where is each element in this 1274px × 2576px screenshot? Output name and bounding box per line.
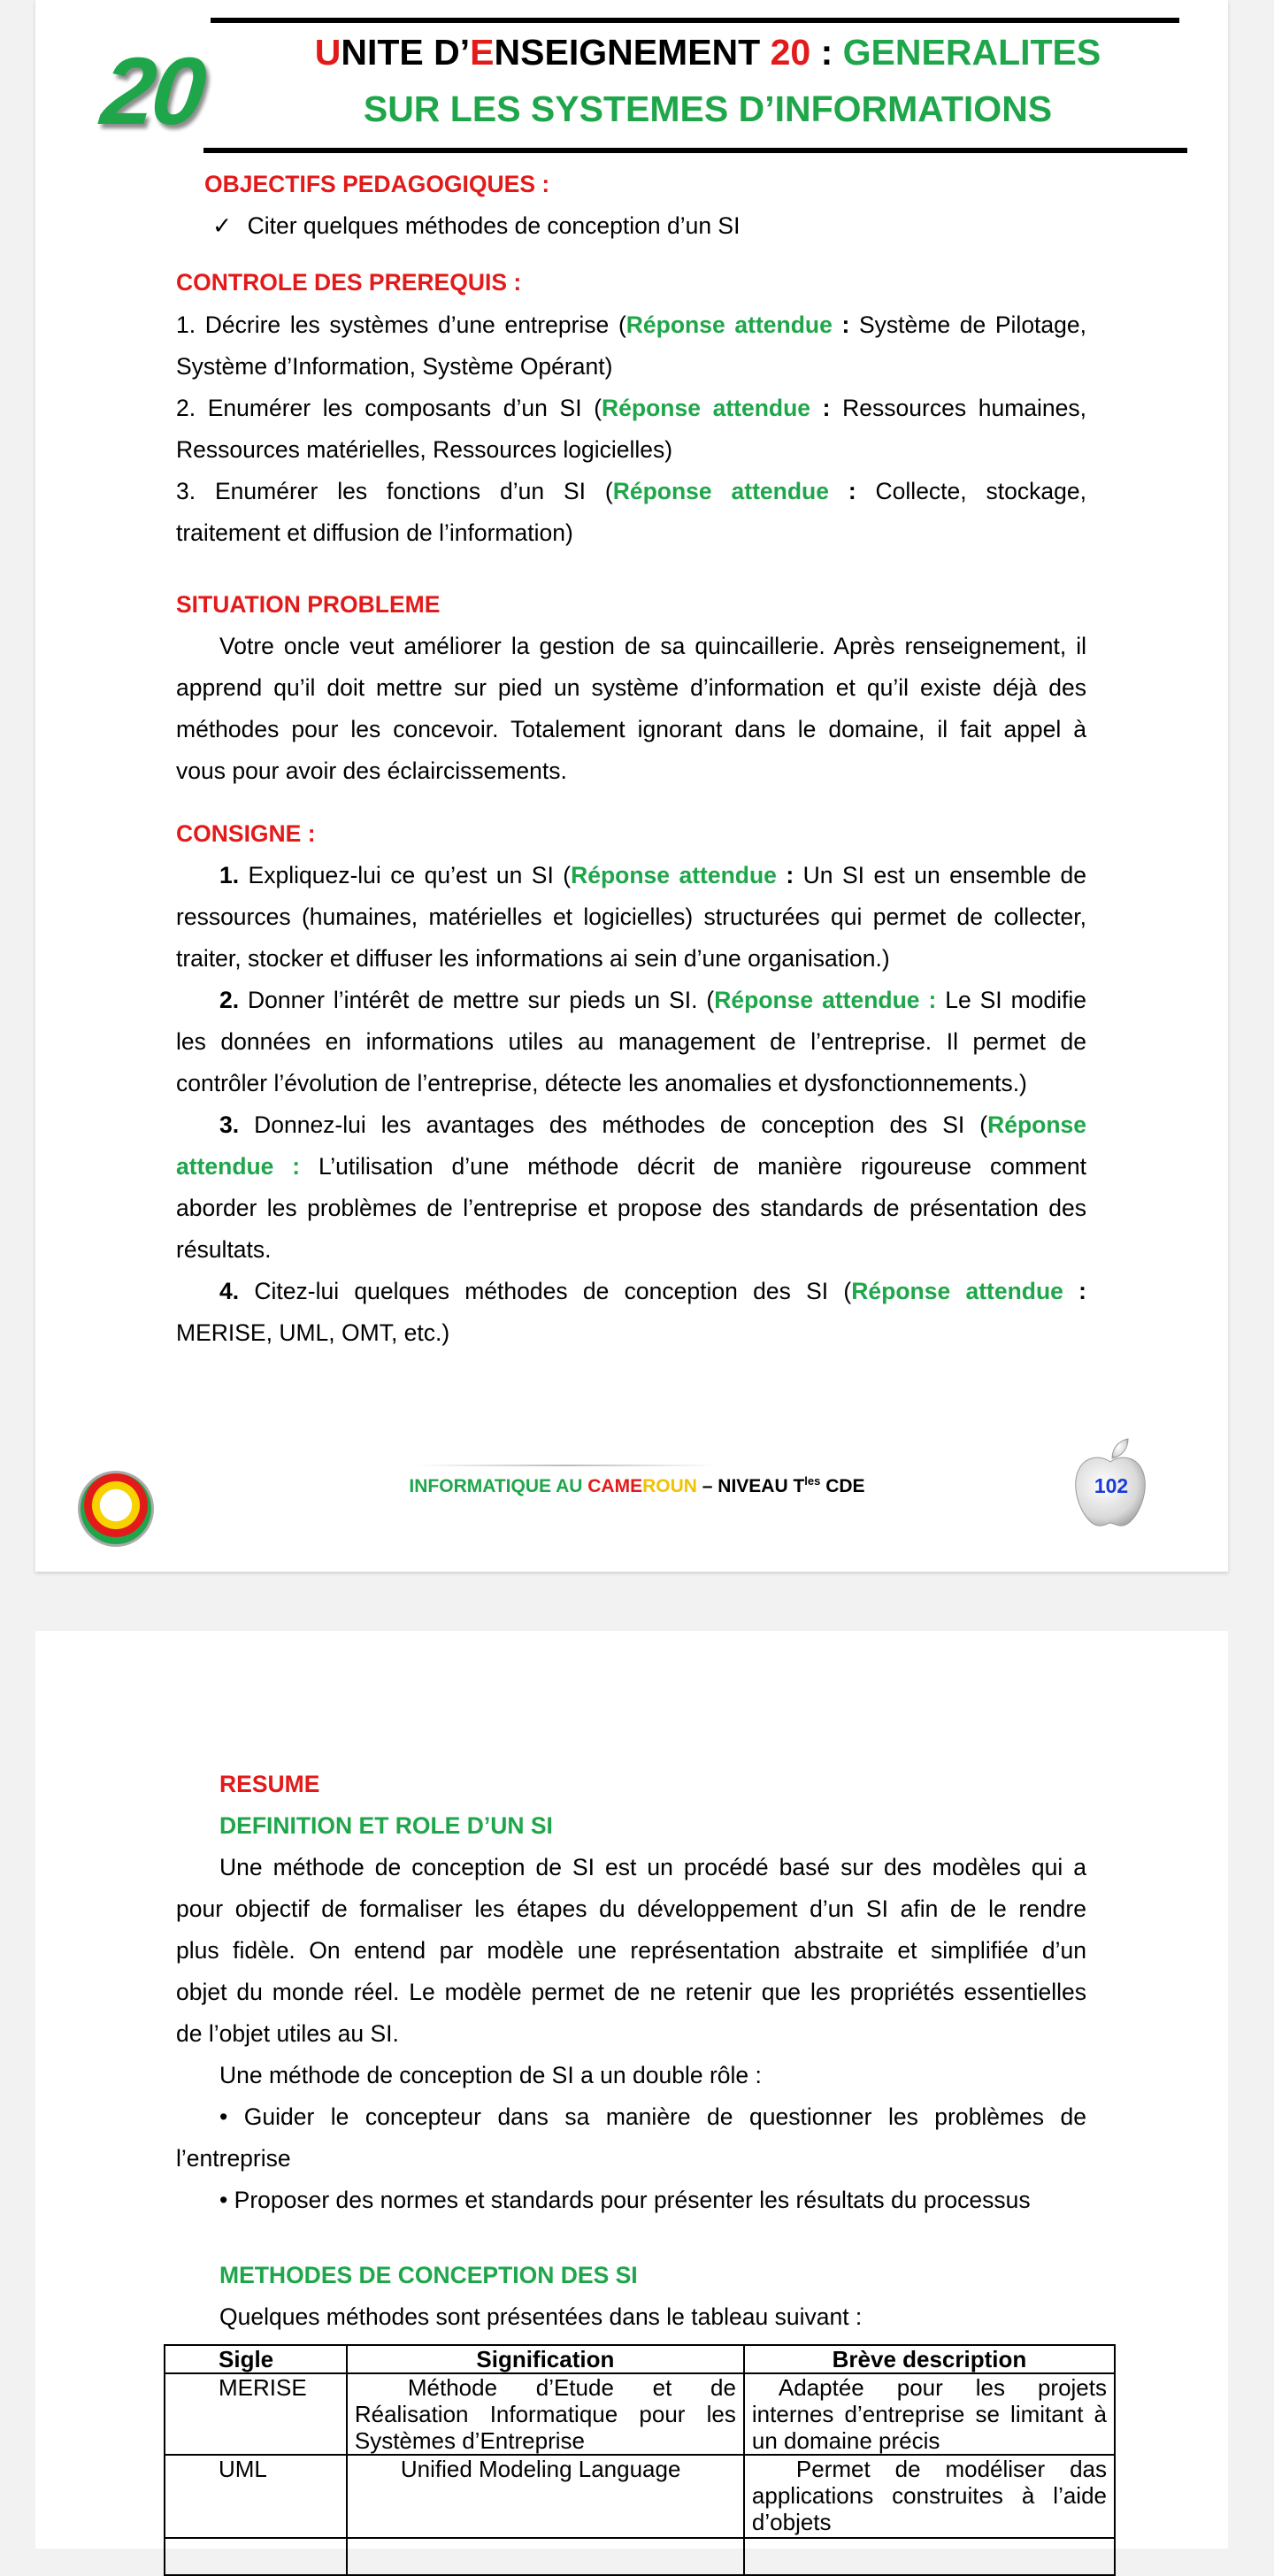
check-icon: ✓ <box>212 212 233 239</box>
controle-q3-line-2: traitement et diffusion de l’information) <box>176 519 573 546</box>
consigne-1-line-2: ressources (humaines, matérielles et logicielles) structurées qui permet de collecter, <box>176 904 1086 930</box>
situation-heading: SITUATION PROBLEME <box>176 591 441 618</box>
controle-q1-line-1: 1. Décrire les systèmes d’une entreprise (Réponse attendue : Système de Pilotage, <box>176 311 1086 338</box>
title-part: GENERALITES <box>842 32 1101 73</box>
footer-text: INFORMATIQUE AU CAMEROUN – NIVEAU $T^{les}$ CDE <box>409 1474 865 1496</box>
consigne-3-line-2: attendue : L’utilisation d’une méthode décrit de manière rigoureuse comment <box>176 1153 1086 1180</box>
title-part: U <box>314 32 342 73</box>
table-cell: Méthode d’Etude et de Réalisation Informatique pour les Systèmes d’Entreprise <box>347 2373 744 2455</box>
bullet-2: • Proposer des normes et standards pour présenter les résultats du processus <box>219 2187 1031 2213</box>
title-part: E <box>470 32 495 73</box>
consigne-4-line-1: 4. Citez-lui quelques méthodes de conception des SI (Réponse attendue : <box>219 1278 1086 1304</box>
controle-q3-line-1: 3. Enumérer les fonctions d’un SI (Réponse attendue : Collecte, stockage, <box>176 478 1086 504</box>
title-part: 20 <box>770 32 811 73</box>
bullet-1-line-1: • Guider le concepteur dans sa manière de questionner les problèmes de <box>219 2103 1086 2130</box>
objectifs-heading: OBJECTIFS PEDAGOGIQUES : <box>204 171 550 197</box>
footer-rule <box>416 1465 717 1466</box>
table-row <box>165 2455 1115 2538</box>
controle-q2-line-1: 2. Enumérer les composants d’un SI (Réponse attendue : Ressources humaines, <box>176 395 1086 421</box>
methods-table <box>164 2344 1116 2576</box>
header-bottom-rule <box>203 148 1187 153</box>
unit-number: 20 <box>96 37 208 144</box>
consigne-2-line-3: contrôler l’évolution de l’entreprise, détecte les anomalies et dysfonctionnements.) <box>176 1070 1027 1096</box>
resume-heading: RESUME <box>219 1771 320 1797</box>
consigne-3-line-4: résultats. <box>176 1236 272 1263</box>
resume-p1-line-1: Une méthode de conception de SI est un procédé basé sur des modèles qui a <box>219 1854 1086 1880</box>
page-title-line-2: SUR LES SYSTEMES D’INFORMATIONS <box>363 88 1053 129</box>
table-cell: UML <box>165 2455 347 2538</box>
situation-line-3: méthodes pour les concevoir. Totalement ignorant dans le domaine, il fait appel à <box>176 716 1086 742</box>
definition-heading: DEFINITION ET ROLE D’UN SI <box>219 1812 553 1839</box>
consigne-3-line-3: aborder les problèmes de l’entreprise et propose des standards de présentation des <box>176 1195 1086 1221</box>
resume-p1-line-2: pour objectif de formaliser les étapes du développement d’un SI afin de le rendre <box>176 1895 1086 1922</box>
header-top-rule <box>211 18 1179 23</box>
table-header-cell: Signification <box>347 2345 744 2373</box>
methodes-intro: Quelques méthodes sont présentées dans le tableau suivant : <box>219 2303 863 2330</box>
consigne-2-line-2: les données en informations utiles au management de l’entreprise. Il permet de <box>176 1028 1086 1055</box>
title-part: : <box>810 32 843 73</box>
table-header-cell: Brève description <box>744 2345 1115 2373</box>
resume-p1-line-5: de l’objet utiles au SI. <box>176 2020 399 2047</box>
situation-line-1: Votre oncle veut améliorer la gestion de sa quincaillerie. Après renseignement, il <box>219 633 1086 659</box>
table-header-row <box>165 2345 1115 2373</box>
table-row <box>165 2538 1115 2575</box>
title-part: NITE D’ <box>341 32 471 73</box>
table-cell: Unified Modeling Language <box>347 2455 744 2538</box>
consigne-4-line-2: MERISE, UML, OMT, etc.) <box>176 1319 450 1346</box>
objectifs-item: ✓ Citer quelques méthodes de conception d’un SI <box>212 212 741 239</box>
consigne-2-line-1: 2. Donner l’intérêt de mettre sur pieds un SI. (Réponse attendue : Le SI modifie <box>219 987 1087 1013</box>
consigne-1-line-3: traiter, stocker et diffuser les informations ai sein d’une organisation.) <box>176 945 890 972</box>
consigne-3-line-1: 3. Donnez-lui les avantages des méthodes de conception des SI (Réponse <box>219 1111 1086 1138</box>
page-number: 102 <box>1094 1474 1129 1497</box>
resume-p2: Une méthode de conception de SI a un double rôle : <box>219 2062 762 2088</box>
page-title-line-1 <box>239 25 1177 80</box>
table-header-cell: Sigle <box>165 2345 347 2373</box>
table-cell: Permet de modéliser das applications construites à l’aide d’objets <box>744 2455 1115 2538</box>
consigne-1-line-1: 1. Expliquez-lui ce qu’est un SI (Réponse attendue : Un SI est un ensemble de <box>219 862 1086 888</box>
table-cell: Adaptée pour les projets internes d’entreprise se limitant à un domaine précis <box>744 2373 1115 2455</box>
resume-p1-line-4: objet du monde réel. Le modèle permet de ne retenir que les propriétés essentielles <box>176 1979 1086 2005</box>
bullet-1-line-2: l’entreprise <box>176 2145 291 2172</box>
situation-line-2: apprend qu’il doit mettre sur pied un système d’information et qu’il existe déjà des <box>176 674 1086 701</box>
situation-line-4: vous pour avoir des éclaircissements. <box>176 757 567 784</box>
controle-heading: CONTROLE DES PREREQUIS : <box>176 269 522 296</box>
resume-p1-line-3: plus fidèle. On entend par modèle une représentation abstraite et simplifiée d’un <box>176 1937 1086 1964</box>
controle-q1-line-2: Système d’Information, Système Opérant) <box>176 353 613 380</box>
table-cell: MERISE <box>165 2373 347 2455</box>
table-row <box>165 2373 1115 2455</box>
consigne-heading: CONSIGNE : <box>176 820 316 847</box>
methodes-heading: METHODES DE CONCEPTION DES SI <box>219 2262 638 2288</box>
title-part: NSEIGNEMENT <box>494 32 771 73</box>
controle-q2-line-2: Ressources matérielles, Ressources logicielles) <box>176 436 673 463</box>
